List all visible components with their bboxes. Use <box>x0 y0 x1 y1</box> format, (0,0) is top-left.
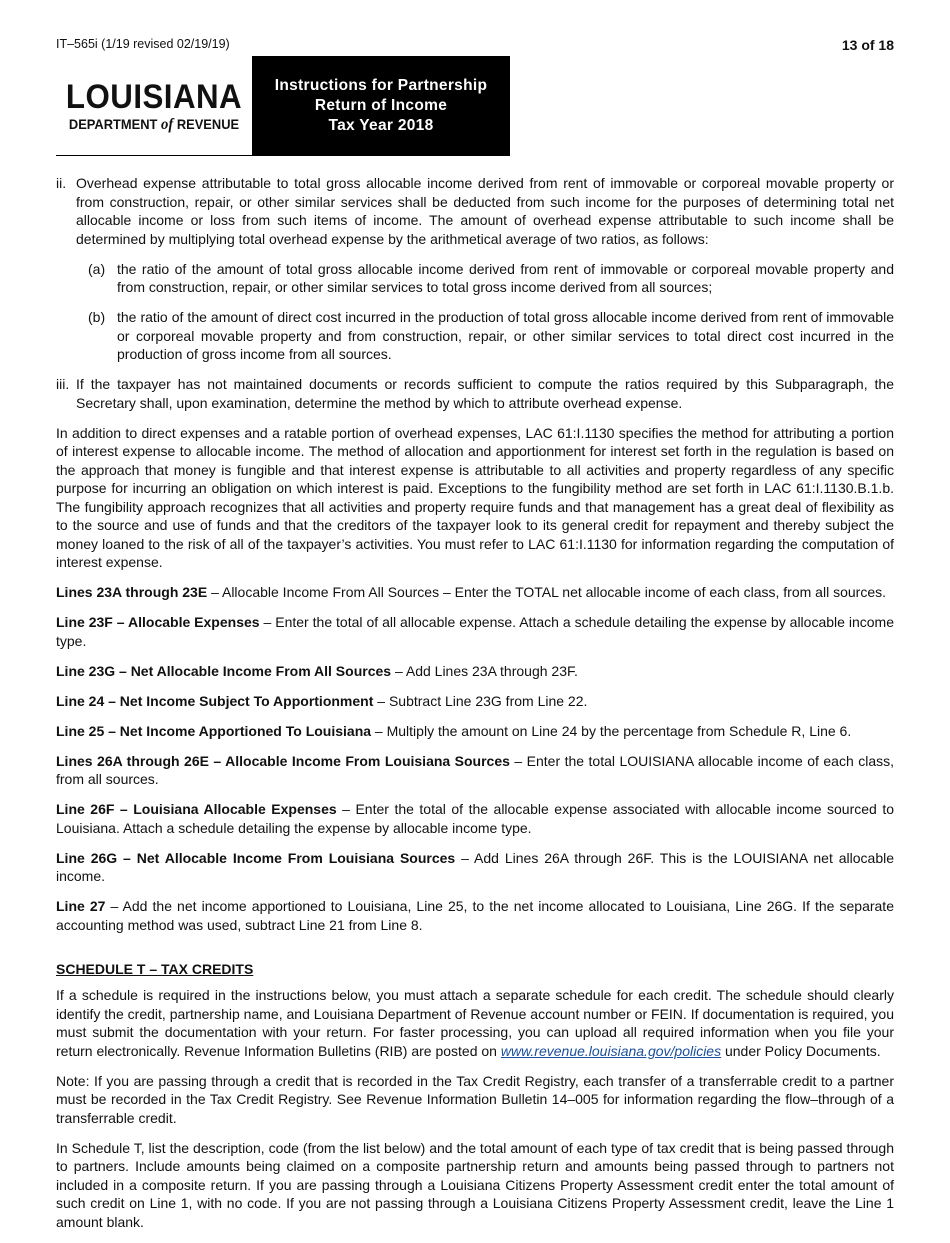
line-27 <box>56 897 894 934</box>
schedule-t-heading: SCHEDULE T – TAX CREDITS <box>56 961 254 977</box>
logo-revenue: REVENUE <box>176 116 240 132</box>
line-label: Line 23F – Allocable Expenses <box>56 614 260 630</box>
line-26f <box>56 800 894 837</box>
interest-expense-paragraph: In addition to direct expenses and a ratable portion of overhead expenses, LAC 61:I.1130 specifies the method for attributing a portion of interest expense to allocable income. The method of allocation and apportionment for interest set forth in the regulation is based on the approach that money is fungible and that interest expense is attributable to all activities and property regardless of any specific purpose for incurring an obligation on which interest is paid. Exceptions to the fungibility method are set forth in LAC 61:I.1130.B.1.b. The fungibility approach recognizes that all activities and property require funds and that management has a great deal of flexibility as to the source and use of funds and that the creditors of the taxpayer look to its general credit for repayment and thereby subject the money loaned to the risk of all of the taxpayer’s activities. You must refer to LAC 61:I.1130 for information regarding the computation of interest expense. <box>56 424 894 570</box>
line-text: – Multiply the amount on Line 24 by the percentage from Schedule R, Line 6. <box>371 722 852 739</box>
line-text: – Subtract Line 23G from Line 22. <box>373 692 588 709</box>
line-text: – Enter the total of all allocable expense. Attach a schedule detailing the expense by allocable income type. <box>56 614 895 649</box>
list-number: ii. <box>56 175 67 191</box>
schedule-t-paragraph-2: Note: If you are passing through a credit that is recorded in the Tax Credit Registry, each transfer of a transferrable credit to a partner must be recorded in the Tax Credit Registry. See Revenue Information Bulletin 14–005 for information regarding the flow–through of a transferrable credit. <box>56 1072 894 1126</box>
list-number: iii. <box>56 376 70 392</box>
policies-link[interactable]: www.revenue.louisiana.gov/policies <box>500 1042 722 1059</box>
sub-number: (a) <box>88 260 106 277</box>
list-text: Overhead expense attributable to total gross allocable income derived from rent of immovable or corporeal movable property or from construction, repair, or other similar services shall be deducted from such income for the purposes of determining total net allocable income or loss from such items of income. The amount of overhead expense attributable to such income shall be determined by multiplying total overhead expense by the arithmetical average of two ratios, as follows: <box>76 175 894 247</box>
line-label: Line 26G – Net Allocable Income From Louisiana Sources <box>56 849 456 866</box>
louisiana-revenue-logo <box>56 80 252 134</box>
title-box <box>252 56 510 156</box>
list-item-ii <box>56 174 894 248</box>
sub-item-a <box>88 260 894 297</box>
line-label: Lines 23A through 23E <box>56 584 208 600</box>
line-text: – Enter the total LOUISIANA allocable income of each class, from all sources. <box>56 752 894 787</box>
logo-of: of <box>160 116 174 133</box>
line-label: Lines 26A through 26E – Allocable Income From Louisiana Sources <box>56 752 510 769</box>
line-label: Line 25 – Net Income Apportioned To Louisiana <box>56 722 372 739</box>
title-line-2: Return of Income <box>314 97 448 114</box>
document-body <box>56 174 894 1243</box>
title-line-1: Instructions for Partnership <box>274 77 488 94</box>
title-line-3: Tax Year 2018 <box>328 117 434 134</box>
line-label: Line 24 – Net Income Subject To Apportionment <box>56 692 374 709</box>
list-item-iii <box>56 375 894 412</box>
schedule-t-paragraph-3: In Schedule T, list the description, code (from the list below) and the total amount of each type of tax credit that is being passed through to partners. Include amounts being claimed on a composite partnership return and amounts being passed through to partners not included in a composite return. If you are passing through a Louisiana Citizens Property Assessment credit enter the total amount of such credit on Line 1, with no code. If you are not passing through a Louisiana Citizens Property Assessment credit, leave the Line 1 amount blank. <box>56 1139 894 1230</box>
line-23a-23e <box>56 583 894 602</box>
sub-item-b <box>88 308 894 364</box>
line-label: Line 26F – Louisiana Allocable Expenses <box>56 801 337 817</box>
line-text: – Add the net income apportioned to Louisiana, Line 25, to the net income allocated to Louisiana, Line 26G. If the separate accounting method was used, subtract Line 21 from Line 8. <box>56 898 894 933</box>
page-number: 13 of 18 <box>841 37 894 53</box>
sub-text: the ratio of the amount of total gross allocable income derived from rent of immovable or corporeal movable property and from construction, repair, or other similar services to total gross income derived from all sources; <box>117 260 894 295</box>
logo-dept: DEPARTMENT <box>68 116 158 132</box>
logo-main-text: LOUISIANA <box>65 78 243 116</box>
form-id: IT–565i (1/19 revised 02/19/19) <box>56 37 230 51</box>
sub-text: the ratio of the amount of direct cost incurred in the production of total gross allocable income derived from rent of immovable or corporeal movable property and from construction, repair, or other similar services to total direct cost incurred in the production of gross income from all sources. <box>117 309 894 362</box>
line-24 <box>56 692 894 711</box>
para1-before-link: If a schedule is required in the instructions below, you must attach a separate schedule for each credit. The schedule should clearly identify the credit, partnership name, and Louisiana Department of Revenue account number or FEIN. If documentation is required, you must submit the documentation with your return. For faster processing, you can upload all required information when you file your return electronically. Revenue Information Bulletins (RIB) are posted on <box>56 987 894 1059</box>
line-25 <box>56 722 894 741</box>
line-text: – Allocable Income From All Sources – Enter the TOTAL net allocable income of each class, from all sources. <box>207 584 886 600</box>
list-text: If the taxpayer has not maintained documents or records sufficient to compute the ratios required by this Subparagraph, the Secretary shall, upon examination, determine the method by which to attribute overhead expense. <box>76 376 894 411</box>
line-label: Line 27 <box>56 898 106 914</box>
line-23f <box>56 613 894 650</box>
line-text: – Enter the total of the allocable expense associated with allocable income sourced to Louisiana. Attach a schedule detailing the expense by allocable income type. <box>56 801 894 836</box>
para1-after-link: under Policy Documents. <box>721 1042 881 1059</box>
header-rule <box>56 155 252 156</box>
line-text: – Add Lines 26A through 26F. This is the LOUISIANA net allocable income. <box>56 849 895 884</box>
line-text: – Add Lines 23A through 23F. <box>391 662 578 679</box>
logo-sub-text <box>64 116 244 134</box>
schedule-t-paragraph-1 <box>56 986 894 1060</box>
line-26a-26e <box>56 752 894 789</box>
line-label: Line 23G – Net Allocable Income From All Sources <box>56 662 392 679</box>
line-26g <box>56 849 894 886</box>
sub-number: (b) <box>88 309 106 325</box>
line-23g <box>56 662 894 681</box>
